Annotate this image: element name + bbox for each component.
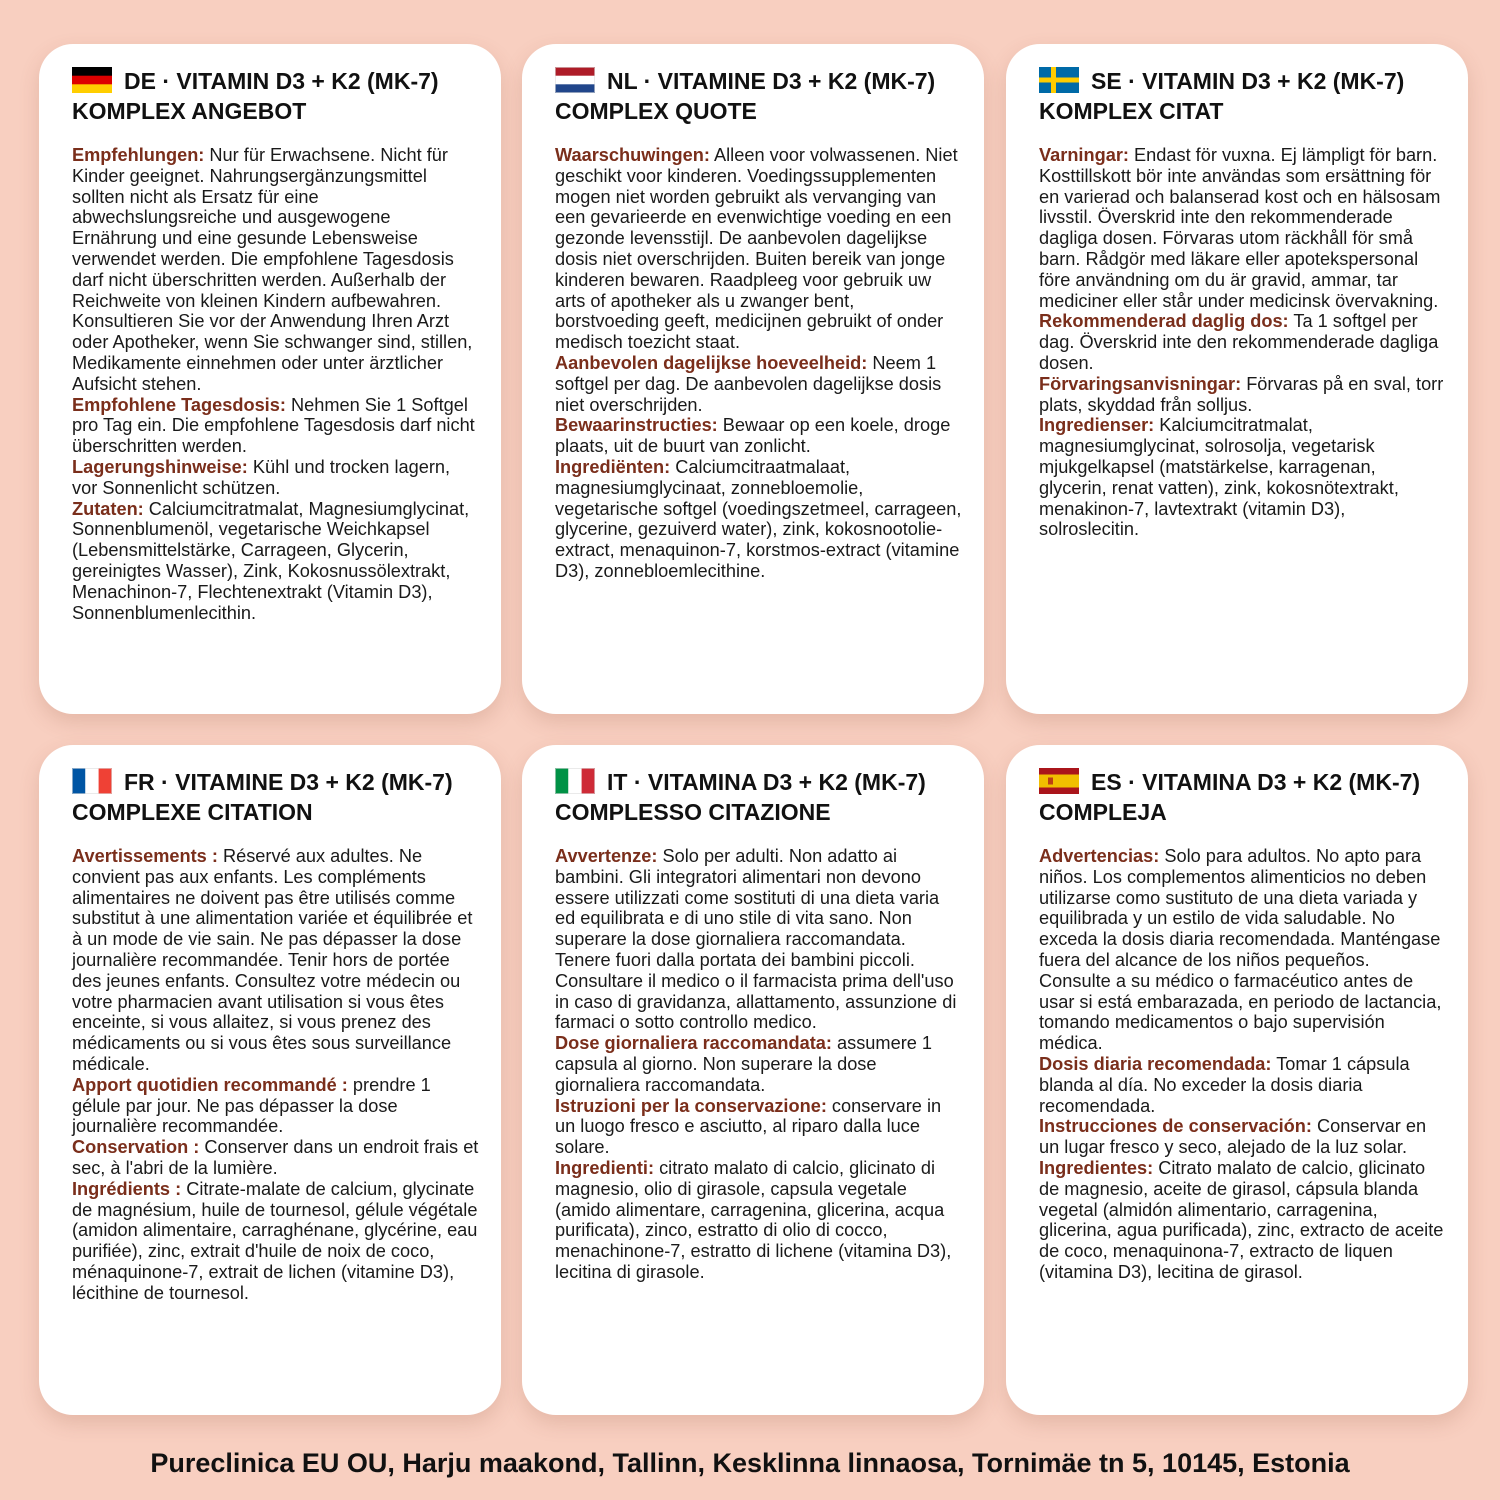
section-ingredients	[72, 499, 479, 624]
section-label: Aanbevolen dagelijkse hoeveelheid:	[555, 352, 868, 373]
section-text: Calciumcitratmalat, Magnesiumglycinat, Sonnenblumenöl, vegetarische Weichkapsel (Lebensmittelstärke, Carrageen, Glycerin, gereinigtes Wasser), Zink, Kokosnussölextrakt, Menachinon-7, Flechtenextrakt (Vitamin D3), Sonnenblumenlecithin.	[72, 498, 470, 623]
section-label: Avertissements :	[72, 846, 218, 866]
card-title-text: FR · VITAMINE D3 + K2 (MK-7) COMPLEXE CITATION	[72, 769, 453, 825]
section-storage	[72, 457, 479, 499]
section-text: Solo per adulti. Non adatto ai bambini. Gli integratori alimentari non devono essere utilizzati come sostituti di una dieta varia ed equilibrata e di uno stile di vita sano. Non superare la dose giornaliera raccomandata. Tenere fuori dalla portata dei bambini piccoli. Consultare il medico o il farmacista prima dell'uso in caso di gravidanza, allattamento, assunzione di farmaci o sotto controllo medico.	[555, 846, 957, 1033]
section-label: Empfohlene Tagesdosis:	[72, 394, 286, 415]
section-ingredients	[1039, 1158, 1446, 1283]
card-es	[1006, 745, 1468, 1415]
section-warnings	[1039, 846, 1446, 1054]
section-text: citrato malato di calcio, glicinato di magnesio, olio di girasole, capsula vegetale (amido alimentare, carragenina, glicerina, acqua purificata), zinco, estratto di olio di cocco, menachinone-7, estratto di lichene (vitamina D3), lecitina di girasole.	[555, 1157, 952, 1282]
section-dosage	[555, 1033, 962, 1095]
section-dosage	[1039, 311, 1446, 373]
germany-flag-icon	[72, 67, 112, 93]
section-text: Citrato malato de calcio, glicinato de magnesio, aceite de girasol, cápsula blanda vegetal (almidón alimentario, carragenina, glicerina, agua purificada), zinc, extracto de aceite de coco, menaquinona-7, extracto de liquen (vitamina D3), lecitina de girasol.	[1039, 1157, 1444, 1282]
section-warnings	[72, 145, 479, 395]
card-body	[1039, 145, 1446, 540]
card-fr	[39, 745, 501, 1415]
section-text: Solo para adultos. No apto para niños. Los complementos alimenticios no deben utilizarse como sustituto de una dieta variada y equilibrada y un estilo de vida saludable. No exceda la dosis diaria recomendada. Manténgase fuera del alcance de los niños pequeños. Consulte a su médico o farmacéutico antes de usar si está embarazada, en periodo de lactancia, tomando medicamentos o bajo supervisión médica.	[1039, 846, 1442, 1054]
section-warnings	[72, 846, 479, 1075]
italy-flag-icon	[555, 768, 595, 794]
card-de	[39, 44, 501, 714]
sweden-flag-icon	[1039, 67, 1079, 93]
card-title-text: DE · VITAMIN D3 + K2 (MK-7) KOMPLEX ANGEBOT	[72, 68, 439, 124]
section-label: Bewaarinstructies:	[555, 415, 718, 436]
section-label: Empfehlungen:	[72, 145, 205, 165]
spain-flag-icon	[1039, 768, 1079, 794]
section-label: Ingredienser:	[1039, 415, 1155, 436]
section-label: Ingrédients :	[72, 1178, 182, 1199]
section-label: Instrucciones de conservación:	[1039, 1116, 1312, 1137]
card-title	[1039, 767, 1446, 827]
france-flag-icon	[72, 768, 112, 794]
section-warnings	[1039, 145, 1446, 311]
section-label: Ingrediënten:	[555, 456, 671, 477]
section-storage	[72, 1137, 479, 1179]
section-ingredients	[1039, 415, 1446, 540]
section-dosage	[72, 1075, 479, 1137]
section-dosage	[1039, 1054, 1446, 1116]
section-label: Dose giornaliera raccomandata:	[555, 1033, 832, 1054]
section-text: prendre 1 gélule par jour. Ne pas dépasser la dose journalière recommandée.	[72, 1074, 431, 1137]
card-title-text: ES · VITAMINA D3 + K2 (MK-7) COMPLEJA	[1039, 769, 1421, 825]
section-label: Rekommenderad daglig dos:	[1039, 311, 1289, 332]
section-text: Bewaar op een koele, droge plaats, uit de buurt van zonlicht.	[555, 415, 951, 457]
section-label: Lagerungshinweise:	[72, 456, 248, 477]
card-title	[72, 66, 479, 126]
section-warnings	[555, 145, 962, 353]
section-text: Tomar 1 cápsula blanda al día. No exceder la dosis diaria recomendada.	[1039, 1053, 1410, 1116]
section-label: Ingredienti:	[555, 1157, 655, 1178]
section-label: Advertencias:	[1039, 846, 1160, 866]
section-text: Endast för vuxna. Ej lämpligt för barn. Kosttillskott bör inte användas som ersättning för en varierad och balanserad kost och en hälsosam livsstil. Överskrid inte den rekommenderade dagliga dosen. Förvaras utom räckhåll för små barn. Rådgör med läkare eller apotekspersonal före användning om du är gravid, ammar, tar mediciner eller står under medicinsk övervakning.	[1039, 145, 1441, 311]
card-body	[555, 846, 962, 1283]
card-title-text: NL · VITAMINE D3 + K2 (MK-7) COMPLEX QUOTE	[555, 68, 936, 124]
section-text: Calciumcitraatmalaat, magnesiumglycinaat, zonnebloemolie, vegetarische softgel (voedingszetmeel, carrageen, glycerine, gezuiverd water), zink, kokosnootolie-extract, menaquinon-7, korstmos-extract (vitamine D3), zonnebloemlecithine.	[555, 456, 962, 581]
section-storage	[555, 415, 962, 457]
card-it	[522, 745, 984, 1415]
section-storage	[555, 1096, 962, 1158]
section-label: Istruzioni per la conservazione:	[555, 1095, 827, 1116]
section-warnings	[555, 846, 962, 1033]
section-label: Varningar:	[1039, 145, 1129, 165]
section-text: Conservar en un lugar fresco y seco, alejado de la luz solar.	[1039, 1116, 1427, 1158]
netherlands-flag-icon	[555, 67, 595, 93]
card-title-text: SE · VITAMIN D3 + K2 (MK-7) KOMPLEX CITAT	[1039, 68, 1405, 124]
section-label: Avvertenze:	[555, 846, 658, 866]
company-address-footer: Pureclinica EU OU, Harju maakond, Tallinn, Kesklinna linnaosa, Tornimäe tn 5, 10145, Estonia	[150, 1448, 1350, 1478]
section-text: Förvaras på en sval, torr plats, skyddad från solljus.	[1039, 373, 1444, 415]
card-body	[1039, 846, 1446, 1283]
card-body	[555, 145, 962, 582]
section-text: Nur für Erwachsene. Nicht für Kinder geeignet. Nahrungsergänzungsmittel sollten nicht als Ersatz für eine abwechslungsreiche und ausgewogene Ernährung und eine gesunde Lebensweise verwendet werden. Die empfohlene Tagesdosis darf nicht überschritten werden. Außerhalb der Reichweite von kleinen Kindern aufbewahren. Konsultieren Sie vor der Anwendung Ihren Arzt oder Apotheker, wenn Sie schwanger sind, stillen, Medikamente einnehmen oder unter ärztlicher Aufsicht stehen.	[72, 145, 473, 394]
section-label: Dosis diaria recomendada:	[1039, 1053, 1272, 1074]
section-text: Réservé aux adultes. Ne convient pas aux enfants. Les compléments alimentaires ne doivent pas être utilisés comme substitut à une alimentation variée et équilibrée et à un mode de vie sain. Ne pas dépasser la dose journalière recommandée. Tenir hors de portée des jeunes enfants. Consultez votre médecin ou votre pharmacien avant utilisation si vous êtes enceinte, si vous allaitez, si vous prenez des médicaments ou si vous êtes sous surveillance médicale.	[72, 846, 473, 1074]
section-label: Apport quotidien recommandé :	[72, 1074, 348, 1095]
section-text: assumere 1 capsula al giorno. Non superare la dose giornaliera raccomandata.	[555, 1033, 933, 1095]
section-text: Alleen voor volwassenen. Niet geschikt voor kinderen. Voedingssupplementen mogen niet worden gebruikt als vervanging van een gevarieerde en evenwichtige voeding en een gezonde levensstijl. De aanbevolen dagelijkse dosis niet overschrijden. Buiten bereik van jonge kinderen bewaren. Raadpleeg voor gebruik uw arts of apotheker als u zwanger bent, borstvoeding geeft, medicijnen gebruikt of onder medisch toezicht staat.	[555, 145, 958, 353]
section-text: Kühl und trocken lagern, vor Sonnenlicht schützen.	[72, 456, 451, 498]
section-label: Waarschuwingen:	[555, 145, 710, 165]
card-nl	[522, 44, 984, 714]
section-label: Ingredientes:	[1039, 1157, 1154, 1178]
card-title	[555, 66, 962, 126]
section-storage	[1039, 374, 1446, 416]
card-title-text: IT · VITAMINA D3 + K2 (MK-7) COMPLESSO CITAZIONE	[555, 769, 926, 825]
section-label: Conservation :	[72, 1137, 200, 1158]
section-text: Conserver dans un endroit frais et sec, à l'abri de la lumière.	[72, 1137, 479, 1178]
card-title	[1039, 66, 1446, 126]
section-text: Kalciumcitratmalat, magnesiumglycinat, solrosolja, vegetarisk mjukgelkapsel (matstärkelse, karragenan, glycerin, renat vatten), zink, kokosnötextrakt, menakinon-7, lavtextrakt (vitamin D3), solroslecitin.	[1039, 415, 1399, 540]
section-text: Nehmen Sie 1 Softgel pro Tag ein. Die empfohlene Tagesdosis darf nicht überschritten werden.	[72, 394, 475, 457]
section-ingredients	[555, 457, 962, 582]
card-title	[555, 767, 962, 827]
section-dosage	[555, 353, 962, 415]
section-storage	[1039, 1116, 1446, 1158]
section-text: Citrate-malate de calcium, glycinate de magnésium, huile de tournesol, gélule végétale (amidon alimentaire, carraghénane, glycérine, eau purifiée), zinc, extrait d'huile de noix de coco, ménaquinone-7, extrait de lichen (vitamine D3), lécithine de tournesol.	[72, 1178, 478, 1303]
card-body	[72, 846, 479, 1304]
section-text: Ta 1 softgel per dag. Överskrid inte den rekommenderade dagliga dosen.	[1039, 311, 1439, 373]
section-dosage	[72, 395, 479, 457]
section-ingredients	[72, 1179, 479, 1304]
card-se	[1006, 44, 1468, 714]
section-text: Neem 1 softgel per dag. De aanbevolen dagelijkse dosis niet overschrijden.	[555, 352, 942, 415]
section-label: Zutaten:	[72, 498, 144, 519]
section-label: Förvaringsanvisningar:	[1039, 373, 1242, 394]
card-title	[72, 767, 479, 827]
section-text: conservare in un luogo fresco e asciutto, al riparo dalla luce solare.	[555, 1095, 942, 1158]
section-ingredients	[555, 1158, 962, 1283]
card-body	[72, 145, 479, 623]
